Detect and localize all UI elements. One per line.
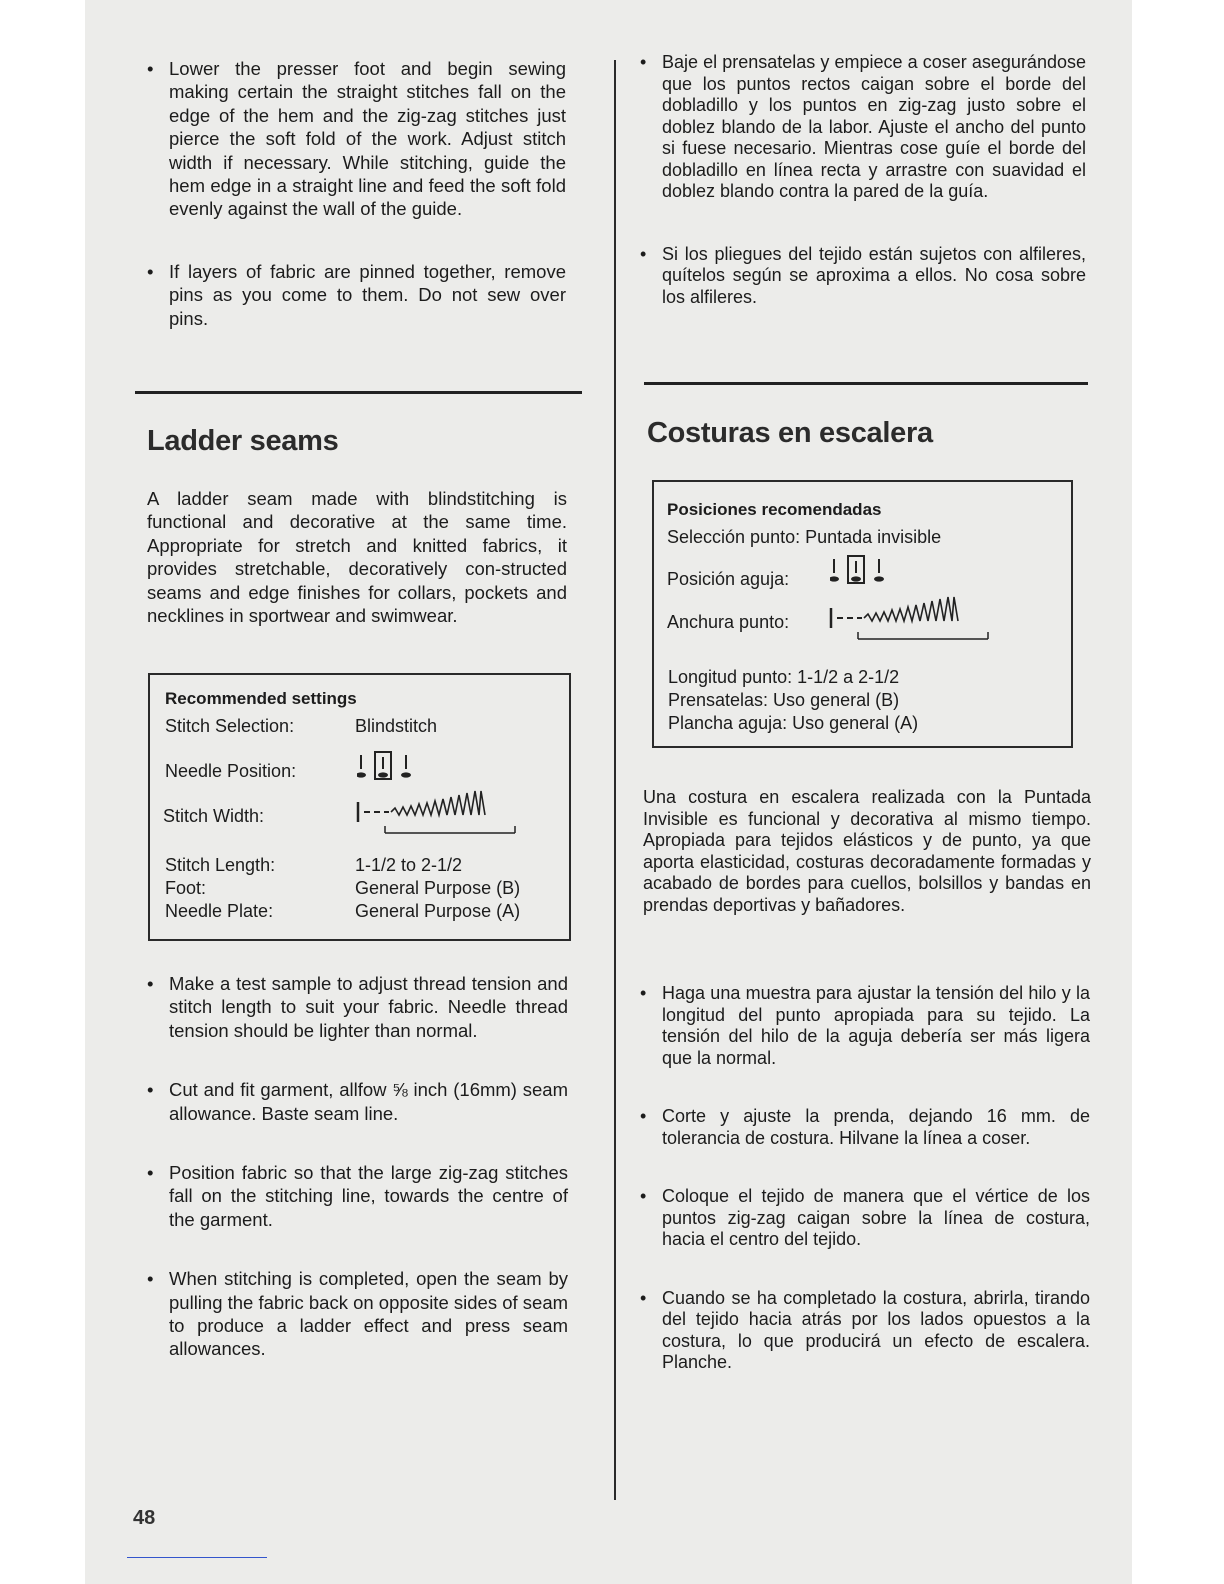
- spanish-intro: Una costura en escalera realizada con la Puntada Invisible es funcional y decorativa al mismo tiempo. Apropiada para tejidos elásticos y de punto, ya que aporta elasticidad, costuras decoradamente formadas y acabado de bordes para cuellos, bolsillos y bandas en prendas deportivas y bañadores.: [643, 787, 1091, 915]
- needle-plate-value: General Purpose (A): [355, 901, 521, 921]
- stitch-width-icon: [828, 594, 998, 642]
- list-item: • Haga una muestra para ajustar la tensión del hilo y la longitud del punto apropiada para su tejido. La tensión del hilo de la aguja debería ser más ligera que la normal.: [640, 983, 1090, 1069]
- stitch-width-icon: [355, 788, 525, 836]
- english-top-bullets: [147, 57, 566, 330]
- list-item: • Cut and fit garment, allfow ⅝ inch (16mm) seam allowance. Baste seam line.: [147, 1078, 568, 1125]
- list-item: • Position fabric so that the large zig-zag stitches fall on the stitching line, towards the centre of the garment.: [147, 1161, 568, 1231]
- list-item: • Cuando se ha completado la costura, abrirla, tirando del tejido hacia atrás por los lados opuestos a la costura, lo que producirá un efecto de escalera. Planche.: [640, 1288, 1090, 1374]
- page-number: 48: [133, 1507, 156, 1529]
- list-item: • Coloque el tejido de manera que el vértice de los puntos zig-zag caigan sobre la línea de costura, hacia el centro del tejido.: [640, 1186, 1090, 1251]
- stitch-width-label: Anchura punto:: [667, 612, 790, 632]
- column-divider: [614, 60, 616, 1500]
- needle-position-icon: [357, 749, 429, 783]
- needle-plate-row: Plancha aguja: Uso general (A): [668, 713, 919, 733]
- english-intro: A ladder seam made with blindstitching is functional and decorative at the same time. Appropriate for stretch and knitted fabrics, it provides stretchable, decoratively con-structed seams and edge finishes for collars, pockets and necklines in sportwear and swimwear.: [147, 488, 567, 627]
- needle-position-label: Needle Position:: [165, 761, 297, 781]
- spanish-settings-box: [652, 480, 1073, 748]
- list-item: • Baje el prensatelas y empiece a coser asegurándose que los puntos rectos caigan sobre el borde del dobladillo y los puntos en zig-zag justo sobre el doblez blando de la labor. Ajuste el ancho del punto si fuese necesario. Mientras cose guíe el borde del dobladillo en línea recta y arrastre con suavidad el doblez blando contra la pared de la guía.: [640, 52, 1086, 203]
- settings-title: Recommended settings: [165, 689, 357, 708]
- spanish-top-bullets: [640, 52, 1086, 308]
- stitch-selection-value: Blindstitch: [355, 716, 438, 736]
- needle-position-label: Posición aguja:: [667, 569, 790, 589]
- stitch-length-row: Longitud punto: 1-1/2 a 2-1/2: [668, 667, 900, 687]
- spanish-bottom-bullets: [640, 983, 1090, 1374]
- list-item: • Corte y ajuste la prenda, dejando 16 mm. de tolerancia de costura. Hilvane la línea a coser.: [640, 1106, 1090, 1149]
- list-item: • When stitching is completed, open the seam by pulling the fabric back on opposite sides of seam to produce a ladder effect and press seam allowances.: [147, 1267, 568, 1361]
- footer-link-underline: [127, 1557, 267, 1558]
- stitch-length-label: Stitch Length:: [165, 855, 276, 875]
- list-item: • Si los pliegues del tejido están sujetos con alfileres, quítelos según se aproxima a ellos. No cosa sobre los alfileres.: [640, 244, 1086, 309]
- english-settings-box: [148, 673, 571, 941]
- settings-title: Posiciones recomendadas: [667, 500, 882, 519]
- foot-value: General Purpose (B): [355, 878, 521, 898]
- spanish-section-rule: [644, 382, 1088, 385]
- list-item: • If layers of fabric are pinned together, remove pins as you come to them. Do not sew over pins.: [147, 260, 566, 330]
- english-bottom-bullets: [147, 972, 568, 1361]
- stitch-selection-label: Stitch Selection:: [165, 716, 295, 736]
- english-section-rule: [135, 391, 582, 394]
- stitch-length-value: 1-1/2 to 2-1/2: [355, 855, 463, 875]
- needle-plate-label: Needle Plate:: [165, 901, 274, 921]
- needle-position-icon: [830, 553, 902, 587]
- foot-row: Prensatelas: Uso general (B): [668, 690, 900, 710]
- spanish-section-title: Costuras en escalera: [647, 417, 933, 449]
- list-item: • Make a test sample to adjust thread tension and stitch length to suit your fabric. Needle thread tension should be lighter than normal.: [147, 972, 568, 1042]
- foot-label: Foot:: [165, 878, 207, 898]
- list-item: • Lower the presser foot and begin sewing making certain the straight stitches fall on the edge of the hem and the zig-zag stitches just pierce the soft fold of the work. Adjust stitch width if necessary. While stitching, guide the hem edge in a straight line and feed the soft fold evenly against the wall of the guide.: [147, 57, 566, 221]
- stitch-selection-row: Selección punto: Puntada invisible: [667, 527, 942, 547]
- english-section-title: Ladder seams: [147, 425, 339, 457]
- stitch-width-label: Stitch Width:: [163, 806, 265, 826]
